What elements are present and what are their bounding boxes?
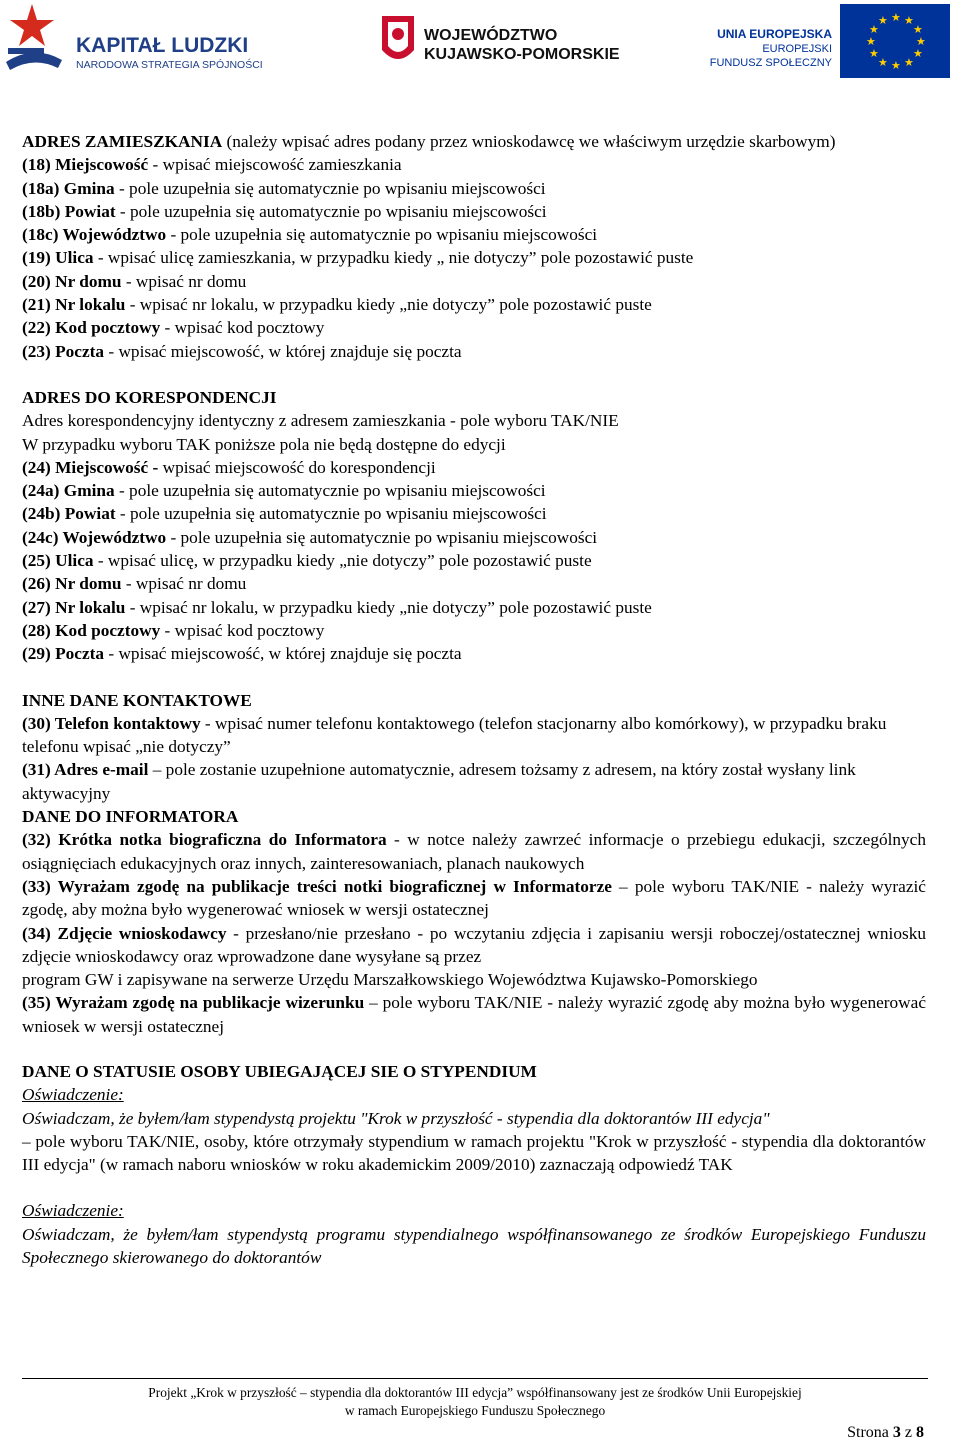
field-description: - wpisać kod pocztowy — [160, 318, 325, 338]
list-item — [22, 200, 926, 223]
field-name: (18b) Powiat — [22, 201, 116, 221]
list-item — [22, 758, 926, 805]
wkp-line2: KUJAWSKO-POMORSKIE — [424, 46, 620, 63]
field-description: - pole uzupełnia się automatycznie po wpisaniu miejscowości — [166, 527, 598, 547]
list-item — [22, 549, 926, 572]
svg-text:★: ★ — [866, 35, 876, 48]
section-title: DANE O STATUSIE OSOBY UBIEGAJĄCEJ SIE O STYPENDIUM — [22, 1061, 537, 1081]
svg-text:★: ★ — [913, 47, 923, 60]
field-description: - wpisać miejscowość, w której znajduje się poczta — [104, 341, 462, 361]
svg-text:★: ★ — [891, 11, 901, 24]
field-name: (24b) Powiat — [22, 504, 116, 524]
svg-text:★: ★ — [869, 47, 879, 60]
list-item — [22, 270, 926, 293]
field-name: (33) Wyrażam zgodę na publikacje treści notki biograficznej w Informatorze — [22, 876, 612, 896]
declaration-label: Oświadczenie: — [22, 1201, 124, 1221]
footer-line: w ramach Europejskiego Funduszu Społecznego — [344, 1403, 606, 1418]
kl-subtitle: NARODOWA STRATEGIA SPÓJNOŚCI — [76, 59, 263, 71]
list-item — [22, 526, 926, 549]
list-item — [22, 596, 926, 619]
field-description: - wpisać ulicę zamieszkania, w przypadku kiedy „ nie dotyczy” pole pozostawić puste — [93, 248, 694, 268]
field-name: (24c) Województwo — [22, 527, 167, 547]
svg-text:★: ★ — [913, 23, 923, 36]
field-description: - w notce należy zawrzeć informacje o przebiegu edukacji, szczególnych osiągnięciach edukacyjnych oraz innych, zainteresowaniach, planach naukowych — [22, 830, 926, 873]
page-footer — [22, 1384, 928, 1420]
field-name: (28) Kod pocztowy — [22, 620, 161, 640]
field-description: wpisać miejscowość do korespondencji — [158, 457, 436, 477]
field-description: - wpisać nr lokalu, w przypadku kiedy „nie dotyczy” pole pozostawić puste — [125, 295, 652, 315]
wkp-line1: WOJEWÓDZTWO — [424, 27, 558, 44]
field-name: (25) Ulica — [22, 551, 94, 571]
dane-informatora-list — [22, 828, 926, 1038]
wojewodztwo-logo — [378, 10, 620, 72]
footer-line: Projekt „Krok w przyszłość – stypendia dla doktorantów III edycja” współfinansowany jest ze środków Unii Europejskiej — [148, 1385, 802, 1400]
list-item — [22, 153, 926, 176]
paragraph: W przypadku wyboru TAK poniższe pola nie będą dostępne do edycji — [22, 434, 506, 454]
field-description: – pole zostanie uzupełnione automatycznie, adresem tożsamy z adresem, na który został wysłany link aktywacyjny — [22, 760, 856, 803]
list-item — [22, 922, 926, 969]
svg-text:★: ★ — [891, 59, 901, 72]
field-name: (23) Poczta — [22, 341, 105, 361]
field-description: - wpisać nr domu — [121, 574, 247, 594]
list-item — [22, 642, 926, 665]
ue-efs-logo — [709, 2, 954, 80]
field-name: (27) Nr lokalu — [22, 597, 126, 617]
field-name: (18c) Województwo — [22, 225, 167, 245]
field-name: (31) Adres e-mail — [22, 760, 149, 780]
field-description: - wpisać ulicę, w przypadku kiedy „nie dotyczy” pole pozostawić puste — [93, 551, 592, 571]
field-name: (24a) Gmina — [22, 481, 115, 501]
list-item — [22, 502, 926, 525]
field-name: (30) Telefon kontaktowy — [22, 713, 201, 733]
field-description: – pole wyboru TAK/NIE - należy wyrazić zgodę aby można było wygenerować wniosek w wersji ostatecznej — [22, 993, 926, 1036]
adres-zamieszkania-list — [22, 153, 926, 363]
page-number: Strona 3 z 8 — [847, 1424, 924, 1441]
list-item — [22, 828, 926, 875]
field-name: (18a) Gmina — [22, 178, 115, 198]
ue-line3: FUNDUSZ SPOŁECZNY — [709, 57, 832, 69]
svg-text:★: ★ — [904, 14, 914, 27]
declaration-note: – pole wyboru TAK/NIE, osoby, które otrzymały stypendium w ramach projektu "Krok w przyszłość - stypendia dla doktorantów III edycja" (w ramach naboru wniosków w roku akademickim 2009/2010) zaznaczają odpowiedź TAK — [22, 1131, 926, 1175]
declaration-label: Oświadczenie: — [22, 1085, 124, 1105]
field-name: (20) Nr domu — [22, 271, 122, 291]
list-item — [22, 619, 926, 642]
field-name: (19) Ulica — [22, 248, 94, 268]
adres-korespondencji-list — [22, 456, 926, 666]
list-item — [22, 223, 926, 246]
field-name: (35) Wyrażam zgodę na publikacje wizerunku — [22, 993, 365, 1013]
field-description: - pole uzupełnia się automatycznie po wpisaniu miejscowości — [115, 201, 547, 221]
field-description: - przesłano/nie przesłano - po wczytaniu zdjęcia i zapisaniu wersji roboczej/ostatecznej wniosku zdjęcie wnioskodawcy oraz wprowadzone dane wysyłane są przez — [22, 923, 926, 966]
field-name: (29) Poczta — [22, 644, 105, 664]
field-description: program GW i zapisywane na serwerze Urzędu Marszałkowskiego Województwa Kujawsko-Pomorskiego — [22, 970, 758, 990]
field-description: - wpisać nr domu — [121, 271, 247, 291]
list-item — [22, 479, 926, 502]
ue-line2: EUROPEJSKI — [762, 43, 832, 55]
ue-line1: UNIA EUROPEJSKA — [717, 27, 832, 41]
field-description: - wpisać numer telefonu kontaktowego (telefon stacjonarny albo komórkowy), w przypadku braku telefonu wpisać „nie dotyczy” — [22, 713, 887, 757]
svg-text:★: ★ — [904, 56, 914, 69]
list-item — [22, 340, 926, 363]
list-item — [22, 293, 926, 316]
paragraph: Adres korespondencyjny identyczny z adresem zamieszkania - pole wyboru TAK/NIE — [22, 411, 619, 431]
field-name: (24) Miejscowość - — [22, 457, 159, 477]
list-item — [22, 456, 926, 479]
declaration-text: Oświadczam, że byłem/łam stypendystą projektu "Krok w przyszłość - stypendia dla doktorantów III edycja" — [22, 1108, 770, 1128]
list-item — [22, 991, 926, 1038]
field-description: - wpisać nr lokalu, w przypadku kiedy „nie dotyczy” pole pozostawić puste — [125, 597, 652, 617]
field-description: - wpisać miejscowość, w której znajduje się poczta — [104, 644, 462, 664]
section-intro: (należy wpisać adres podany przez wnioskodawcę we właściwym urzędzie skarbowym) — [222, 132, 836, 151]
svg-text:★: ★ — [869, 23, 879, 36]
field-description: – pole wyboru TAK/NIE - należy wyrazić zgodę, aby można było wygenerować wniosek w wersji ostatecznej — [22, 876, 926, 920]
section-adres-zamieszkania-intro — [22, 130, 926, 153]
field-name: (32) Krótka notka biograficzna do Informatora — [22, 830, 387, 850]
dane-kontaktowe-list — [22, 712, 926, 805]
section-title: ADRES ZAMIESZKANIA — [22, 132, 223, 151]
list-item — [22, 316, 926, 339]
field-name: (21) Nr lokalu — [22, 295, 126, 315]
field-name: (22) Kod pocztowy — [22, 318, 161, 338]
page-header — [0, 0, 960, 90]
declaration-text: Oświadczam, że byłem/łam stypendystą programu stypendialnego współfinansowanego ze środków Europejskiego Funduszu Społecznego skierowanego do doktorantów — [22, 1224, 926, 1268]
field-description: - pole uzupełnia się automatycznie po wpisaniu miejscowości — [114, 481, 546, 501]
field-description: - wpisać miejscowość zamieszkania — [148, 155, 402, 175]
document-body — [22, 130, 926, 1269]
section-title: DANE DO INFORMATORA — [22, 807, 239, 827]
list-item — [22, 177, 926, 200]
svg-text:★: ★ — [878, 14, 888, 27]
kl-title: KAPITAŁ LUDZKI — [76, 34, 249, 57]
section-title: ADRES DO KORESPONDENCJI — [22, 387, 277, 407]
field-description: - pole uzupełnia się automatycznie po wpisaniu miejscowości — [115, 504, 547, 524]
list-item — [22, 712, 926, 759]
section-title: INNE DANE KONTAKTOWE — [22, 690, 252, 710]
list-item — [22, 572, 926, 595]
svg-text:★: ★ — [878, 56, 888, 69]
list-item — [22, 875, 926, 922]
list-item — [22, 968, 926, 991]
field-name: (18) Miejscowość — [22, 155, 149, 175]
footer-divider — [22, 1378, 928, 1379]
list-item — [22, 246, 926, 269]
field-description: - wpisać kod pocztowy — [160, 620, 325, 640]
field-name: (26) Nr domu — [22, 574, 122, 594]
kapital-ludzki-logo — [4, 2, 274, 74]
svg-text:★: ★ — [916, 35, 926, 48]
field-name: (34) Zdjęcie wnioskodawcy — [22, 923, 227, 943]
field-description: - pole uzupełnia się automatycznie po wpisaniu miejscowości — [166, 225, 598, 245]
field-description: - pole uzupełnia się automatycznie po wpisaniu miejscowości — [114, 178, 546, 198]
